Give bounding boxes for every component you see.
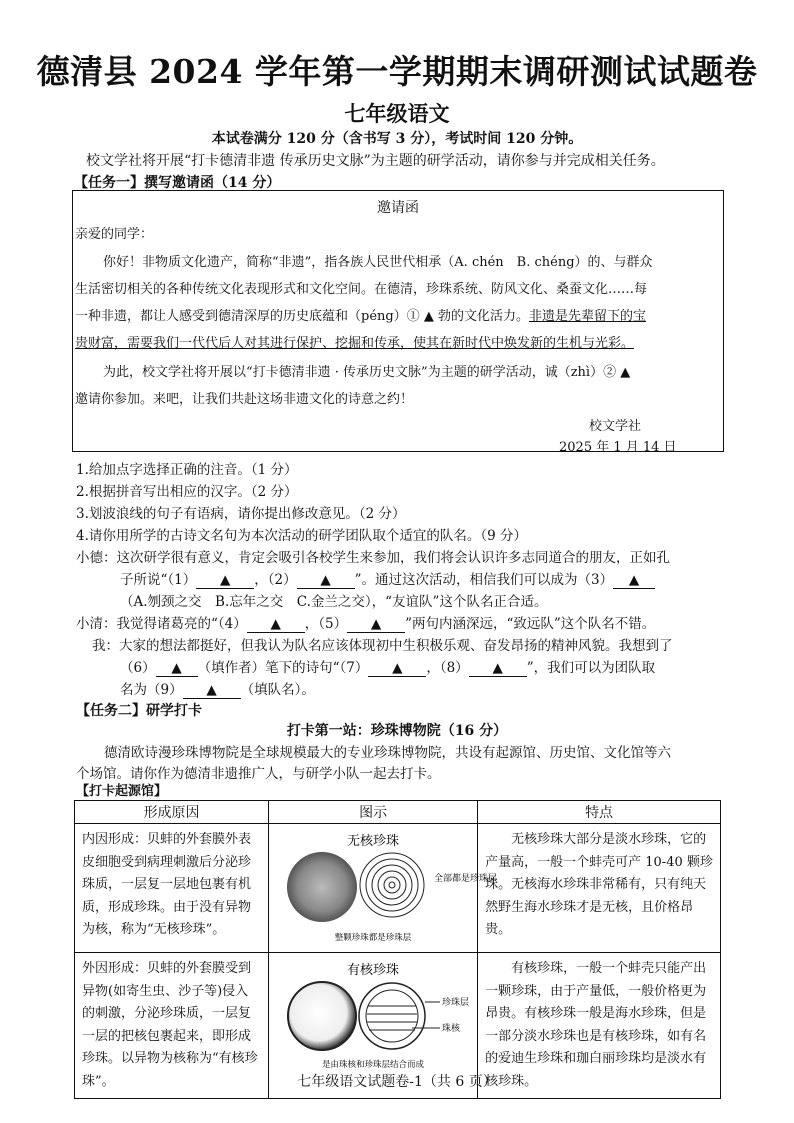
diagram-caption: 整颗珍珠都是珍珠层	[334, 933, 412, 943]
invitation-letter-box	[72, 190, 724, 455]
dialog-text: 子所说“（1）	[120, 572, 197, 588]
dialog-me-line1: 我：大家的想法都挺好，但我认为队名应该体现初中生积极乐观、奋发昂扬的精神风貌。我想到了	[92, 638, 673, 654]
question-4: 4.请你用所学的古诗文名句为本次活动的研学团队取个适宜的队名。（9 分）	[76, 528, 528, 544]
pearl-table	[74, 800, 721, 1099]
question-3: 3.划波浪线的句子有语病，请你提出修改意见。（2 分）	[76, 506, 406, 522]
feature-text: 无核珍珠大部分是淡水珍珠，它的产量高，一般一个蚌壳可产 10-40 颗珍珠。无核海水珍珠非常稀有，只有纯天然野生海水珍珠才是无核，且价格昂贵。	[485, 832, 713, 937]
dialog-text: ，（5）	[304, 616, 348, 632]
letter-p1-line3	[75, 305, 646, 324]
station-heading: 打卡第一站：珍珠博物院（16 分）	[286, 723, 508, 739]
letter-date: 2025 年 1 月 14 日	[559, 440, 677, 455]
task2-heading: 【任务二】研学打卡	[76, 703, 202, 719]
letter-p1-line3-a: 一种非遗，都让人感受到德清深厚的历史底蕴和（péng）① ▲ 勃的文化活力。	[75, 309, 529, 324]
answer-blank-6[interactable]: ▲	[156, 660, 198, 677]
answer-blank-3[interactable]: ▲	[613, 572, 655, 589]
column-header: 特点	[478, 801, 721, 824]
letter-p2-line2: 邀请你参加。来吧，让我们共赴这场非遗文化的诗意之约！	[75, 392, 414, 407]
dialog-text: ，（8）	[426, 660, 469, 676]
cause-text: 内因形成：贝蚌的外套膜外表皮细胞受到病理刺激后分泌珍珠质，一层复一层地包裹有机质，形成珍珠。由于没有异物为核，称为“无核珍珠”。	[82, 832, 252, 937]
core-label: 珠核	[442, 1024, 461, 1034]
letter-title: 邀请函	[377, 200, 419, 216]
page-subtitle: 七年级语文	[344, 101, 450, 126]
task2-intro-line2: 个场馆。请你作为德清非遗推广人，与研学小队一起去打卡。	[76, 766, 441, 782]
dialog-xiaode-line1: 小德：这次研学很有意义，肯定会吸引各校学生来参加，我们将会认识许多志同道合的朋友，正如孔	[76, 550, 670, 566]
dialog-xiaode-line3: （A.刎颈之交 B.忘年之交 C.金兰之交），“友谊队”这个队名正合适。	[120, 594, 548, 610]
answer-blank-1[interactable]: ▲	[196, 572, 254, 589]
letter-p1-line4-wavy: 贵财富，需要我们一代代后人对其进行保护、挖掘和传承，使其在新时代中焕发新的生机与光彩。	[75, 336, 635, 351]
dialog-text: ，（2）	[254, 572, 297, 588]
coreless-pearl-diagram	[270, 825, 498, 947]
dialog-text: （填队名）。	[240, 682, 315, 698]
dialog-text: ”两句内涵深远，“致远队”这个队名不错。	[405, 616, 656, 632]
diagram-title: 无核珍珠	[347, 834, 400, 849]
diagram-cell	[269, 824, 498, 953]
layer-label: 珍珠层	[442, 998, 470, 1008]
pearl-photo	[287, 852, 357, 922]
question-2: 2.根据拼音写出相应的汉字。（2 分）	[76, 484, 298, 500]
table-row	[75, 824, 721, 953]
score-note: 本试卷满分 120 分（含书写 3 分），考试时间 120 分钟。	[211, 131, 583, 147]
answer-blank-2[interactable]: ▲	[297, 572, 355, 589]
letter-greeting: 亲爱的同学：	[75, 227, 154, 242]
column-header: 形成原因	[75, 801, 269, 824]
task2-intro-line1: 德清欧诗漫珍珠博物院是全球规模最大的专业珍珠博物院，共设有起源馆、历史馆、文化馆等六	[104, 745, 671, 761]
feature-cell	[478, 824, 721, 953]
dialog-text: 名为（9）	[120, 682, 183, 698]
page-footer: 七年级语文试题卷-1（共 6 页）	[297, 1074, 497, 1090]
answer-blank-5[interactable]: ▲	[347, 616, 405, 633]
intro-text: 校文学社将开展“打卡德清非遗 传承历史文脉”为主题的研学活动，请你参与并完成相关任务。	[86, 153, 665, 169]
dialog-text: 小清：我觉得诸葛亮的“（4）	[76, 616, 247, 632]
nucleated-pearl-diagram	[270, 954, 476, 1074]
dialog-me-line2	[120, 656, 655, 677]
answer-blank-4[interactable]: ▲	[247, 616, 305, 633]
layer-label: 全部都是珍珠层	[434, 874, 498, 884]
letter-signer: 校文学社	[589, 419, 642, 434]
dialog-text: （6）	[120, 660, 156, 676]
table-header-row	[75, 801, 721, 824]
dialog-text: ”，我们可以为团队取	[526, 660, 656, 676]
cause-cell	[75, 824, 269, 953]
dialog-xiaoqing	[76, 612, 655, 633]
pearl-core-circle	[366, 990, 418, 1042]
answer-blank-8[interactable]: ▲	[469, 660, 527, 677]
wavy-sentence-start: 非遗是先辈留下的宝	[528, 309, 646, 324]
origin-heading: 【打卡起源馆】	[76, 784, 168, 799]
letter-p1-line2: 生活密切相关的各种传统文化表现形式和文化空间。在德清，珍珠系统、防风文化、桑蚕文化……每	[75, 282, 648, 297]
cause-text: 外因形成：贝蚌的外套膜受到异物(如寄生虫、沙子等)侵入的刺激，分泌珍珠质，一层复一层的把核包裹起来，即形成珍珠。以异物为核称为“有核珍珠”。	[82, 961, 258, 1089]
answer-blank-7[interactable]: ▲	[368, 660, 426, 677]
answer-blank-9[interactable]: ▲	[183, 682, 241, 699]
diagram-caption: 是由珠核和珍珠层结合而成	[322, 1060, 425, 1070]
dialog-xiaode-line2	[120, 568, 655, 589]
letter-p2-line1: 为此，校文学社将开展以“打卡德清非遗 · 传承历史文脉”为主题的研学活动，诚（zhì）② ▲	[103, 365, 631, 380]
letter-p1-line1: 你好！非物质文化遗产，简称“非遗”，指各族人民世代相承（A. chén B. chéng）的、与群众	[103, 255, 653, 270]
feature-text: 有核珍珠，一般一个蚌壳只能产出一颗珍珠，由于产量低，一般价格更为昂贵。有核珍珠一般是海水珍珠，但是一部分淡水珍珠也是有核珍珠，如有名的爱迪生珍珠和珈白丽珍珠均是淡水有核珍珠。	[485, 961, 707, 1089]
concentric-layers	[360, 853, 424, 917]
dialog-me-line3	[120, 678, 315, 699]
dialog-text: ”。通过这次活动，相信我们可以成为（3）	[354, 572, 614, 588]
dialog-text: （填作者）笔下的诗句“（7）	[197, 660, 369, 676]
column-header: 图示	[269, 801, 478, 824]
task1-heading: 【任务一】撰写邀请函（14 分）	[74, 175, 281, 191]
diagram-title: 有核珍珠	[347, 963, 400, 978]
pearl-photo	[288, 982, 356, 1050]
question-1: 1.给加点字选择正确的注音。（1 分）	[76, 462, 298, 478]
page-title: 德清县 2024 学年第一学期期末调研测试试题卷	[36, 52, 758, 91]
